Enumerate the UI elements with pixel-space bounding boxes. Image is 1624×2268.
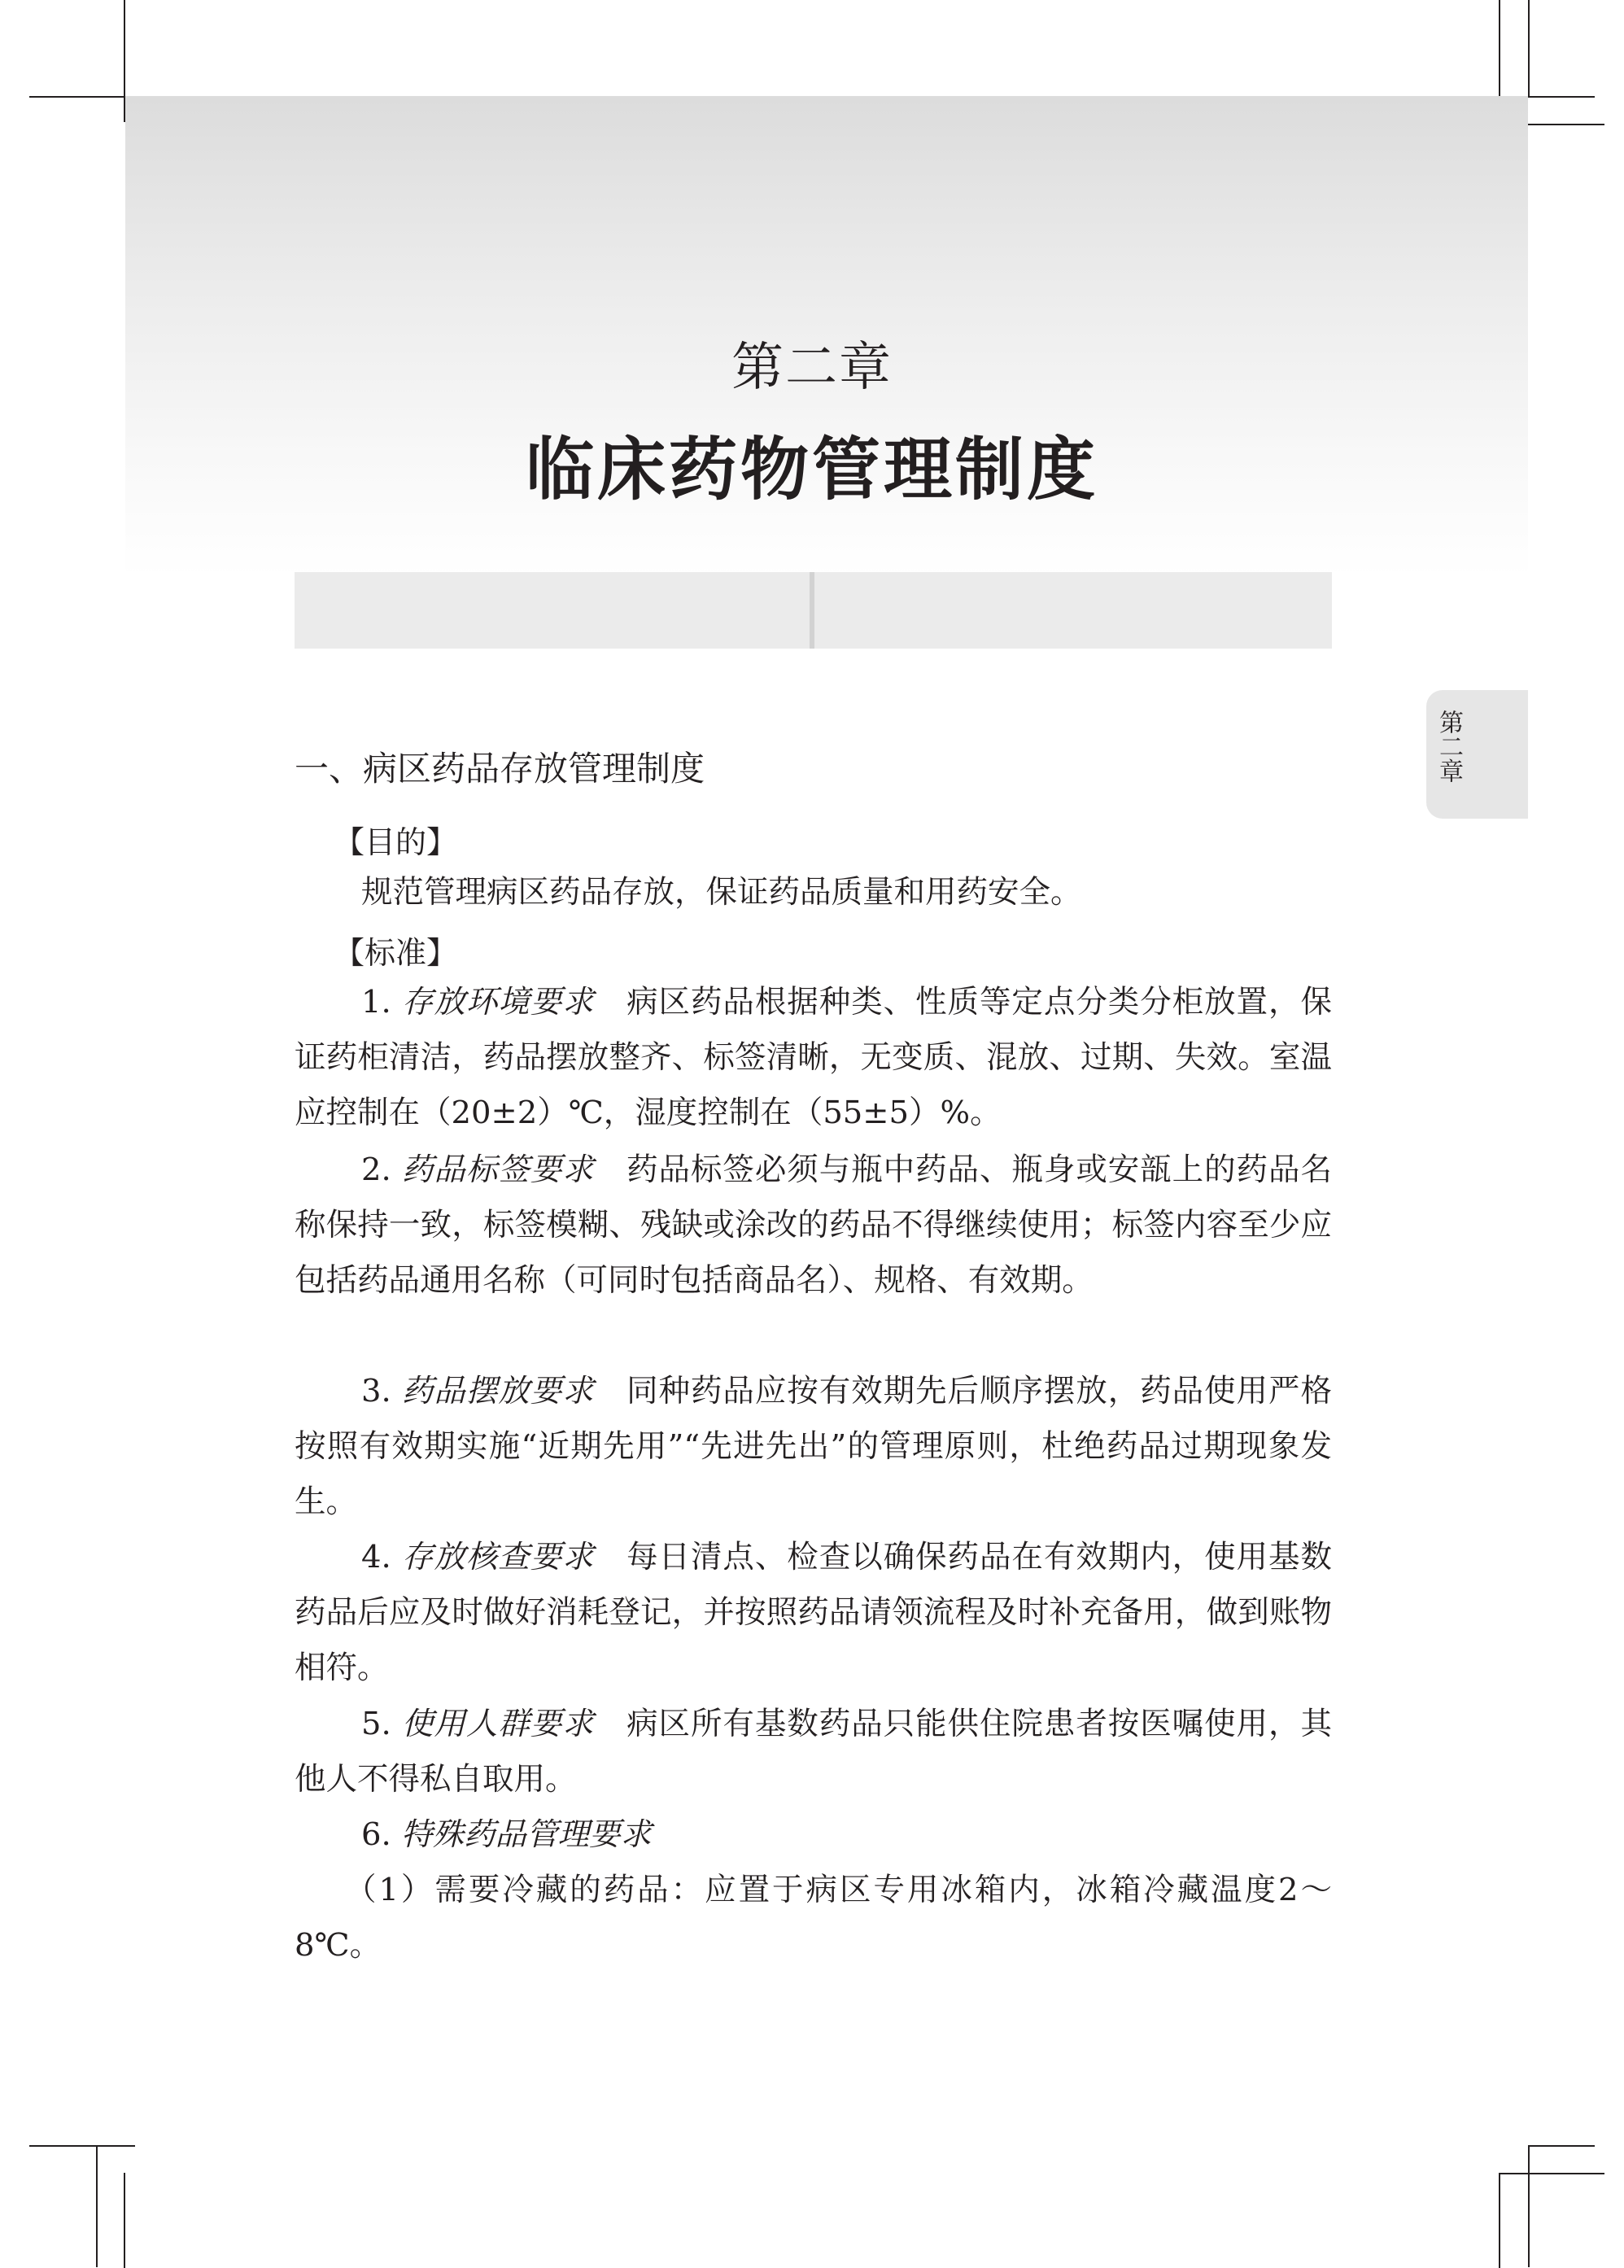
sub-item: （1）需要冷藏的药品：应置于病区专用冰箱内，冰箱冷藏温度2～8℃。 (295, 1872, 1332, 1964)
item-number: 5. (361, 1706, 391, 1742)
item-number: 1. (361, 984, 391, 1020)
standard-item (295, 1143, 1332, 1309)
chapter-number: 第二章 (731, 338, 893, 398)
purpose-label: 【目的】 (334, 824, 458, 860)
item-text: 同种药品应按有效期先后顺序摆放，药品使用严格按照有效期实施“近期先用”“先进先出”的管理原则，杜绝药品过期现象发生。 (295, 1373, 1332, 1520)
chapter-title: 临床药物管理制度 (525, 430, 1098, 509)
standard-item (295, 1697, 1332, 1807)
item-title: 药品摆放要求 (401, 1373, 595, 1409)
header-decor-divider (810, 572, 814, 649)
crop-mark (96, 2145, 98, 2267)
standard-item (295, 1807, 1332, 1863)
crop-mark (1528, 2145, 1595, 2147)
item-number: 2. (361, 1151, 391, 1188)
item-number: 4. (361, 1539, 391, 1575)
item-title: 存放核查要求 (401, 1539, 595, 1575)
item-text: 药品标签必须与瓶中药品、瓶身或安瓿上的药品名称保持一致，标签模糊、残缺或涂改的药品不得继续使用；标签内容至少应包括药品通用名称（可同时包括商品名）、规格、有效期。 (295, 1151, 1332, 1299)
crop-mark (29, 96, 135, 98)
item-text: 病区药品根据种类、性质等定点分类分柜放置，保证药柜清洁，药品摆放整齐、标签清晰，无变质、混放、过期、失效。室温应控制在（20±2）℃，湿度控制在（55±5）%。 (295, 984, 1332, 1131)
item-title: 药品标签要求 (401, 1151, 595, 1188)
crop-mark (1528, 96, 1595, 98)
item-title: 使用人群要求 (401, 1706, 595, 1742)
standard-item (295, 1364, 1332, 1530)
crop-mark (29, 2145, 135, 2147)
crop-mark (1499, 2173, 1500, 2268)
crop-mark (1528, 2145, 1530, 2267)
item-text: 每日清点、检查以确保药品在有效期内，使用基数药品后应及时做好消耗登记，并按照药品请领流程及时补充备用，做到账物相符。 (295, 1539, 1332, 1686)
item-number: 6. (361, 1816, 391, 1853)
chapter-side-tab-label: 第二章 (1434, 710, 1463, 783)
crop-mark (1528, 0, 1530, 96)
item-number: 3. (361, 1373, 391, 1409)
crop-mark (1499, 2173, 1604, 2174)
item-text: 病区所有基数药品只能供住院患者按医嘱使用，其他人不得私自取用。 (295, 1706, 1332, 1798)
section-heading: 一、病区药品存放管理制度 (295, 749, 705, 789)
crop-mark (124, 2173, 125, 2268)
item-title: 存放环境要求 (401, 984, 595, 1020)
standard-item (295, 975, 1332, 1141)
purpose-text: 规范管理病区药品存放，保证药品质量和用药安全。 (361, 874, 1082, 911)
standard-label: 【标准】 (334, 935, 458, 971)
standard-item (295, 1530, 1332, 1696)
item-title: 特殊药品管理要求 (400, 1816, 652, 1853)
